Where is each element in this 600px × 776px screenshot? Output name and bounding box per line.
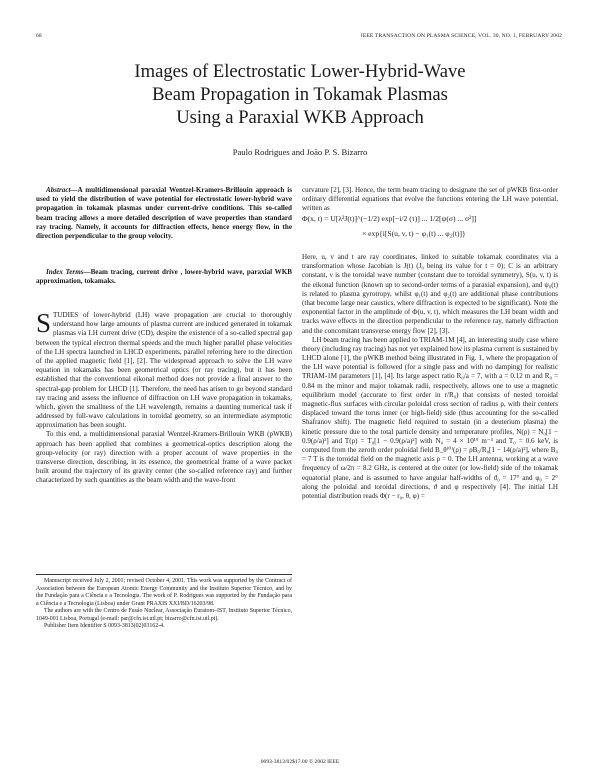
abstract-text: A multidimensional paraxial Wentzel-Kramers-Brillouin approach is used to yield the distribution of wave potential for electrostatic lower-hybrid wave propagation in tokamak plasmas under current-drive conditions. This so-called beam tracing allows a more detailed description of wave properties than standard ray tracing. Namely, it accounts for diffraction effects, hence energy flow, in the direction perpendicular to the group velocity.: [36, 186, 292, 240]
equation-line: Φ(x, t) = U[λ²J(t)]^(−1/2) exp[−i/2 (τ)] ... 1/2[ψ(σ) ... σ²]]: [302, 214, 477, 223]
footnote-paragraph: Publisher Item Identifier S 0093-3813(02)03162-4.: [44, 623, 165, 629]
paragraph: Here, u, v and t are ray coordinates, linked to suitable tokamak coordinates via a transformation whose Jacobian is J(t) (J₀ being its value for t = 0); C is an arbitrary constant, ν is the toroidal wave number (constant due to toroidal symmetry), S(u, v, t) is the eikonal function (known up to second-order terms of a paraxial expansion), and ψ₀(t) is related to plasma gyrotropy, whilst φ₁(t) and φ₂(t) are additional phase contributions (that become large near caustics, where diffraction is expected to be significant). Note the exponential factor in the amplitude of Φ(u, v, t), which measures the LH beam width and tracks wave effects in the direction perpendicular to the reference ray, namely diffraction and the concomitant transverse energy flow [2], [3].: [302, 253, 558, 335]
footnote-paragraph: Manuscript received July 2, 2001; revised October 4, 2001. This work was supported by the Contract of Association between the European Atomic Energy Community and the Instituto Superior Técnico, and by the Fundação para a Ciência e a Tecnologia. The work of P. Rodrigues was supported by the Fundação para a Ciência e a Tecnologia (Lisboa) under Grant PRAXIS XXI/BD/16203/98.: [36, 578, 292, 607]
running-header: IEEE TRANSACTION ON PLASMA SCIENCE, VOL. 30, NO. 1, FEBRUARY 2002: [360, 33, 562, 39]
title-line: Images of Electrostatic Lower-Hybrid-Wave: [134, 61, 466, 82]
footnote: [36, 578, 292, 631]
drop-cap: S: [36, 308, 52, 338]
paragraph: LH beam tracing has been applied to TRIAM-1M [4], an interesting study case where theory (including ray tracing) has not yet explained how its plasma current is sustained by LHCD alone [1], the pWKB method being illustrated in Fig. 1, where the propagation of the LH wave potential is followed (for a single pass and with no damping) for realistic TRIAM-1M parameters [1], [4]. Its large aspect ratio R₀/a = 7, with a = 0.12 m and R₀ = 0.84 m the minor and major tokamak radii, respectively, allows one to use a magnetic equilibrium model (accurate to first order in r/R₀) that consists of nested toroidal magnetic-flux surfaces with circular poloidal cross section of radius ρ, with their centers displaced toward the torus inner (or high-field) side (thus accounting for the so-called Shafranov shift). The magnetic field required to sustain (in a deuterium plasma) the kinetic pressure due to the total particle density and temperature profiles, N(ρ) = N₀[1 − 0.9(ρ/a)²] and T(ρ) = T₀[1 − 0.9(ρ/a)²] with N₀ = 4 × 10¹⁹ m⁻³ and T₀ = 0.6 keV, is computed from the zeroth order poloidal field B_θ⁽⁰⁾(ρ) = ρB₀/R₀[1 − 14(ρ/a)²], where B₀ = 7 T is the toroidal field on the magnetic axis ρ = 0. The LH antenna, working at a wave frequency of ω/2π = 8.2 GHz, is centered at the outer (or low-field) side of the tokamak equatorial plane, and is assumed to have angular half-widths of ϑ₀ = 17° and φ₀ = 2° along the poloidal and toroidal directions, ϑ and φ respectively [4]. The initial LH potential distribution reads Φ(r − r₀, θ, φ) =: [302, 335, 558, 500]
index-terms-text: Beam tracing, current drive , lower-hybrid wave, paraxial WKB approximation, tokamaks.: [36, 268, 292, 286]
paper-title: [40, 60, 560, 129]
intro-paragraph: To this end, a multidimensional paraxial Wentzel-Kramers-Brillouin WKB (pWKB) approach has been applied that combines a geometrical-optics description along the group-velocity (or ray) direction with a proper account of wave properties in the transverse direction, describing, in its essence, the geometrical frame of a wave packet built around the trajectory of its gravity center (the so-called reference ray) and further characterized by such quantities as the beam width and the wave-front: [36, 430, 292, 485]
right-column-intro: [302, 186, 558, 214]
right-column-body: [302, 253, 558, 501]
footnote-rule: [36, 574, 292, 575]
paragraph: curvature [2], [3]. Hence, the term beam tracing to designate the set of pWKB first-order ordinary differential equations that evolve the functions entering the LH wave potential, written as: [302, 186, 558, 213]
title-line: Beam Propagation in Tokamak Plasmas: [152, 84, 448, 105]
authors: Paulo Rodrigues and João P. S. Bizarro: [232, 147, 368, 157]
index-terms-label: Index Terms—: [46, 268, 91, 276]
equation: [302, 212, 558, 244]
equation-line: × exp{i[S(u, v, t) − φ₁(t) ... φ₂(t)]}: [362, 229, 466, 238]
abstract: [36, 186, 292, 241]
introduction: [36, 308, 292, 486]
intro-paragraph: TUDIES of lower-hybrid (LH) wave propagation are crucial to thoroughly understand how large amounts of plasma current are induced generated in tokamak plasmas via LH current drive (CD), despite the existence of a so-called spectral gap between the typical electron thermal speeds and the much higher parallel phase velocities of the LH spectra launched in LHCD experiments, parallel referring here to the direction of the applied magnetic field [1], [2]. The widespread approach to solve the LH wave equation in tokamaks has been geometrical optics (or ray tracing), but it has been established that the conventional eikonal method does not provide a final answer to the spectral-gap problem for LHCD [1]. Therefore, the need has arisen to go beyond standard ray tracing and assess the influence of diffraction on LH wave propagation in tokamaks, which, given the smallness of the LH wavelength, remains a daunting numerical task if addressed by full-wave calculations in toroidal geometry, so an intermediate asymptotic approximation has been sought.: [36, 311, 292, 430]
abstract-label: Abstract—: [46, 186, 78, 194]
page-number: 68: [36, 33, 42, 39]
copyright-footer: 0093-3813/02$17.00 © 2002 IEEE: [260, 759, 340, 765]
footnote-paragraph: The authors are with the Centro de Fusão Nuclear, Associação Euratom–IST, Instituto Superior Técnico, 1049-001 Lisboa, Portugal (e-mail: par@cfn.ist.utl.pt; bizarro@cfn.ist.utl.pt).: [36, 608, 292, 622]
index-terms: [36, 268, 292, 286]
title-line: Using a Paraxial WKB Approach: [176, 107, 424, 128]
